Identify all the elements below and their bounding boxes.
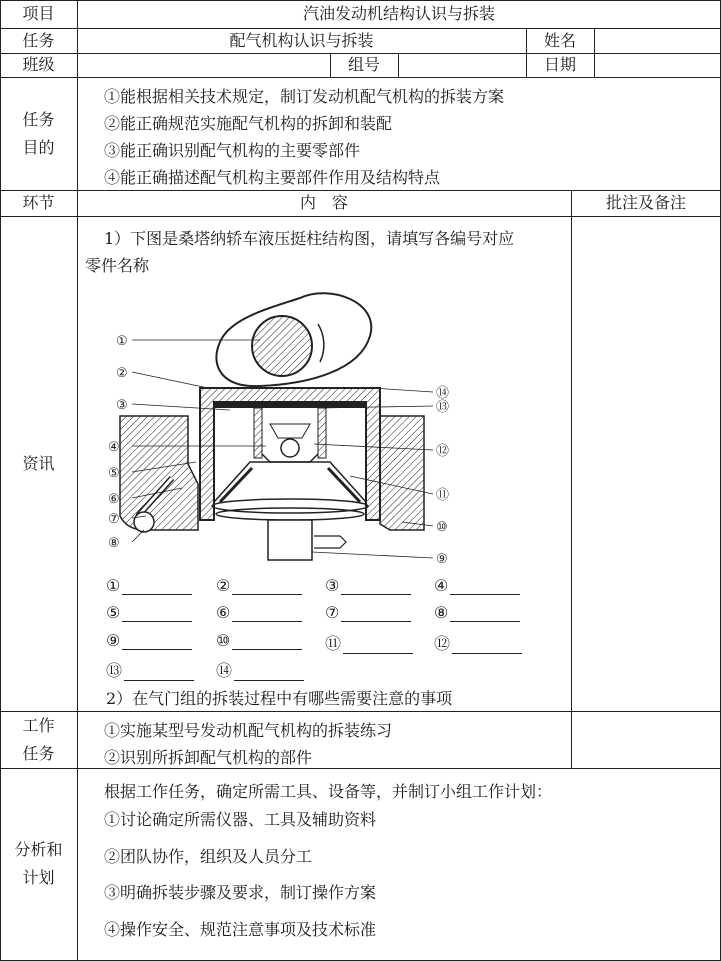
oil-gallery — [134, 512, 154, 532]
question-1-line1: 1）下图是桑塔纳轿车液压挺柱结构图，请填写各编号对应 — [104, 229, 515, 248]
work-label — [0, 711, 77, 768]
row-divider — [0, 768, 721, 769]
blank-2[interactable]: ② — [216, 576, 302, 595]
plan-label — [0, 768, 77, 960]
diagram-label-4: ④ — [108, 440, 120, 455]
question-2: 2）在气门组的拆装过程中有哪些需要注意的事项 — [106, 689, 453, 708]
objective-item: ②能正确规范实施配气机构的拆卸和装配 — [104, 114, 393, 133]
task-label: 任务 — [22, 30, 55, 50]
blank-14[interactable]: ⑭ — [216, 658, 304, 681]
work-item: ②识别所拆卸配气机构的部件 — [104, 748, 313, 767]
stage-header: 环节 — [22, 193, 55, 212]
date-label: 日期 — [543, 55, 576, 74]
blank-1[interactable]: ① — [106, 576, 192, 595]
diagram-label-3: ③ — [116, 398, 128, 413]
question-1-line2: 零件名称 — [85, 256, 150, 275]
camshaft — [252, 316, 312, 376]
objectives-label — [0, 77, 77, 190]
diagram-label-12: ⑫ — [436, 444, 450, 459]
objectives-label-line1: 任务 — [22, 109, 55, 129]
diagram-label-6: ⑥ — [108, 492, 120, 507]
blank-13[interactable]: ⑬ — [106, 658, 194, 681]
plan-item: ④操作安全、规范注意事项及技术标准 — [104, 920, 377, 939]
blank-8[interactable]: ⑧ — [434, 603, 520, 622]
objective-item: ①能根据相关技术规定，制订发动机配气机构的拆装方案 — [104, 87, 505, 106]
valve-stem — [268, 520, 312, 560]
blank-10[interactable]: ⑩ — [216, 631, 302, 650]
project-value: 汽油发动机结构认识与拆装 — [302, 4, 495, 23]
row-divider — [0, 77, 721, 78]
blank-9[interactable]: ⑨ — [106, 631, 192, 650]
date-field[interactable] — [594, 53, 721, 77]
objective-item: ④能正确描述配气机构主要部件作用及结构特点 — [104, 168, 441, 187]
plan-intro: 根据工作任务，确定所需工具、设备等，并制订小组工作计划： — [104, 782, 553, 801]
plan-item: ③明确拆装步骤及要求，制订操作方案 — [104, 883, 377, 902]
notes-header: 批注及备注 — [605, 193, 686, 212]
blank-6[interactable]: ⑥ — [216, 603, 302, 622]
blank-12[interactable]: ⑫ — [434, 631, 522, 654]
work-label-line1: 工作 — [22, 715, 55, 735]
diagram-label-13: ⑬ — [436, 400, 450, 415]
name-label: 姓名 — [543, 30, 576, 50]
info-label — [0, 216, 77, 711]
blank-3[interactable]: ③ — [325, 576, 411, 595]
work-item: ①实施某型号发动机配气机构的拆装练习 — [104, 721, 393, 740]
cylinder-head-right — [380, 416, 424, 530]
objective-item: ③能正确识别配气机构的主要零部件 — [104, 141, 361, 160]
blank-7[interactable]: ⑦ — [325, 603, 411, 622]
diagram-label-1: ① — [116, 334, 128, 349]
class-label: 班级 — [22, 55, 55, 74]
diagram-label-2: ② — [116, 366, 128, 381]
diagram-label-8: ⑧ — [108, 536, 120, 551]
diagram-label-14: ⑭ — [436, 386, 450, 401]
col-divider — [77, 0, 78, 961]
name-field[interactable] — [594, 28, 721, 53]
col-divider — [571, 190, 572, 768]
diagram-label-5: ⑤ — [108, 466, 120, 481]
objectives-label-line2: 目的 — [22, 137, 55, 157]
diagram-label-11: ⑪ — [436, 488, 450, 503]
plan-label-line2: 计划 — [22, 868, 55, 887]
group-field[interactable] — [398, 53, 526, 77]
diagram-label-7: ⑦ — [108, 512, 120, 527]
valve-spring — [212, 499, 368, 513]
content-header: 内 容 — [299, 193, 348, 212]
project-label: 项目 — [22, 4, 55, 23]
plan-item: ②团队协作，组织及人员分工 — [104, 847, 313, 866]
diagram-label-9: ⑨ — [436, 552, 448, 567]
blank-4[interactable]: ④ — [434, 576, 520, 595]
row-divider — [0, 711, 721, 712]
cylinder-head-left — [120, 416, 198, 530]
diagram-label-10: ⑩ — [436, 520, 448, 535]
info-label-text: 资讯 — [22, 453, 55, 473]
hydraulic-tappet-diagram — [110, 284, 470, 576]
blank-11[interactable]: ⑪ — [325, 631, 413, 654]
plan-item: ①讨论确定所需仪器、工具及辅助资料 — [104, 810, 377, 829]
task-value: 配气机构认识与拆装 — [229, 30, 374, 50]
plan-label-line1: 分析和 — [14, 840, 63, 859]
check-ball — [281, 439, 299, 457]
work-label-line2: 任务 — [22, 743, 55, 763]
row-divider — [0, 216, 721, 217]
group-label: 组号 — [347, 55, 380, 74]
blank-5[interactable]: ⑤ — [106, 603, 192, 622]
class-field[interactable] — [77, 53, 330, 77]
